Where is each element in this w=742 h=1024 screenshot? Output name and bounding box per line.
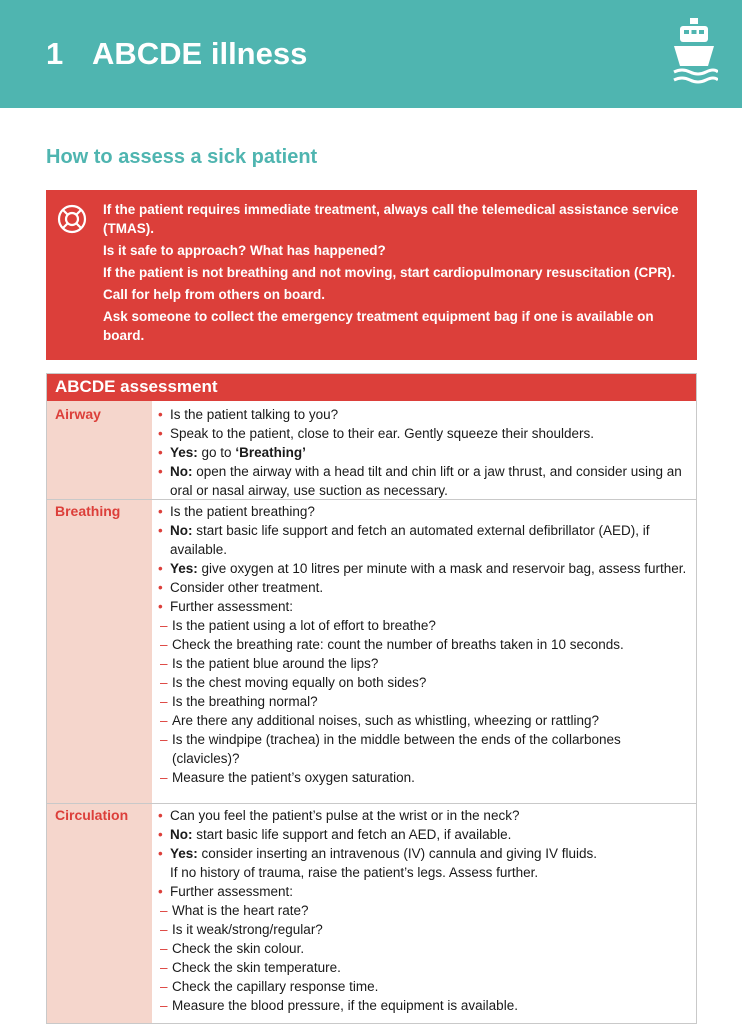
alert-line: Is it safe to approach? What has happened?	[103, 243, 386, 258]
list-item: • Can you feel the patient’s pulse at the wrist or in the neck?	[157, 806, 692, 825]
chapter-number: 1	[46, 36, 64, 71]
chapter-header	[0, 0, 742, 108]
sub-item: – Is the windpipe (trachea) in the middle between the ends of the collarbones (clavicles)?	[157, 730, 692, 768]
alert-line: If the patient requires immediate treatment, always call the telemedical assistance service (TMAS).	[103, 202, 679, 236]
list-item-continuation: If no history of trauma, raise the patient’s legs. Assess further.	[170, 865, 539, 880]
alert-line: If the patient is not breathing and not moving, start cardiopulmonary resuscitation (CPR).	[103, 265, 676, 280]
sub-item: – Check the skin colour.	[157, 939, 692, 958]
abcde-assessment-table	[46, 373, 697, 1024]
list-item: • Further assessment:	[157, 882, 692, 901]
list-item: • Speak to the patient, close to their ear. Gently squeeze their shoulders.	[157, 424, 692, 443]
sub-item: – Check the skin temperature.	[157, 958, 692, 977]
label-column	[47, 401, 152, 1023]
sub-item: – Is the breathing normal?	[157, 692, 692, 711]
sub-item: – Is it weak/strong/regular?	[157, 920, 692, 939]
row-label-circulation: Circulation	[55, 807, 129, 823]
section-title: How to assess a sick patient	[46, 146, 318, 168]
list-item: • No: open the airway with a head tilt and chin lift or a jaw thrust, and consider using an oral or nasal airway, use suction as necessary.	[157, 462, 692, 500]
chapter-title: ABCDE illness	[92, 36, 308, 71]
alert-line: Call for help from others on board.	[103, 287, 326, 302]
lifebuoy-icon	[56, 203, 88, 235]
list-item: • Yes: go to ‘Breathing’	[157, 443, 692, 462]
sub-item: – What is the heart rate?	[157, 901, 692, 920]
sub-item: – Check the breathing rate: count the number of breaths taken in 10 seconds.	[157, 635, 692, 654]
sub-item: – Measure the blood pressure, if the equipment is available.	[157, 996, 692, 1015]
sub-item: – Is the patient using a lot of effort to breathe?	[157, 616, 692, 635]
list-item: • Is the patient talking to you?	[157, 405, 692, 424]
emergency-alert-box	[46, 190, 697, 360]
sub-item: – Is the chest moving equally on both sides?	[157, 673, 692, 692]
list-item: • Is the patient breathing?	[157, 502, 692, 521]
sub-item: – Measure the patient’s oxygen saturation.	[157, 768, 692, 787]
alert-lines	[103, 200, 688, 348]
ship-icon	[670, 16, 718, 88]
table-title: ABCDE assessment	[55, 377, 218, 396]
sub-item: – Are there any additional noises, such as whistling, wheezing or rattling?	[157, 711, 692, 730]
list-item: • Further assessment:	[157, 597, 692, 616]
sub-item: – Check the capillary response time.	[157, 977, 692, 996]
list-item: • Consider other treatment.	[157, 578, 692, 597]
airway-list	[157, 405, 692, 500]
row-divider	[47, 499, 696, 500]
circulation-list	[157, 806, 692, 1015]
sub-item: – Is the patient blue around the lips?	[157, 654, 692, 673]
breathing-list	[157, 502, 692, 787]
row-divider	[47, 803, 696, 804]
list-item: • Yes: consider inserting an intravenous (IV) cannula and giving IV fluids.	[157, 844, 692, 863]
row-label-breathing: Breathing	[55, 503, 121, 519]
table-header	[47, 374, 696, 401]
list-item: • Yes: give oxygen at 10 litres per minute with a mask and reservoir bag, assess further.	[157, 559, 692, 578]
alert-line: Ask someone to collect the emergency treatment equipment bag if one is available on board.	[103, 309, 654, 343]
list-item: • No: start basic life support and fetch an AED, if available.	[157, 825, 692, 844]
row-label-airway: Airway	[55, 406, 101, 422]
list-item: • No: start basic life support and fetch an automated external defibrillator (AED), if available.	[157, 521, 692, 559]
